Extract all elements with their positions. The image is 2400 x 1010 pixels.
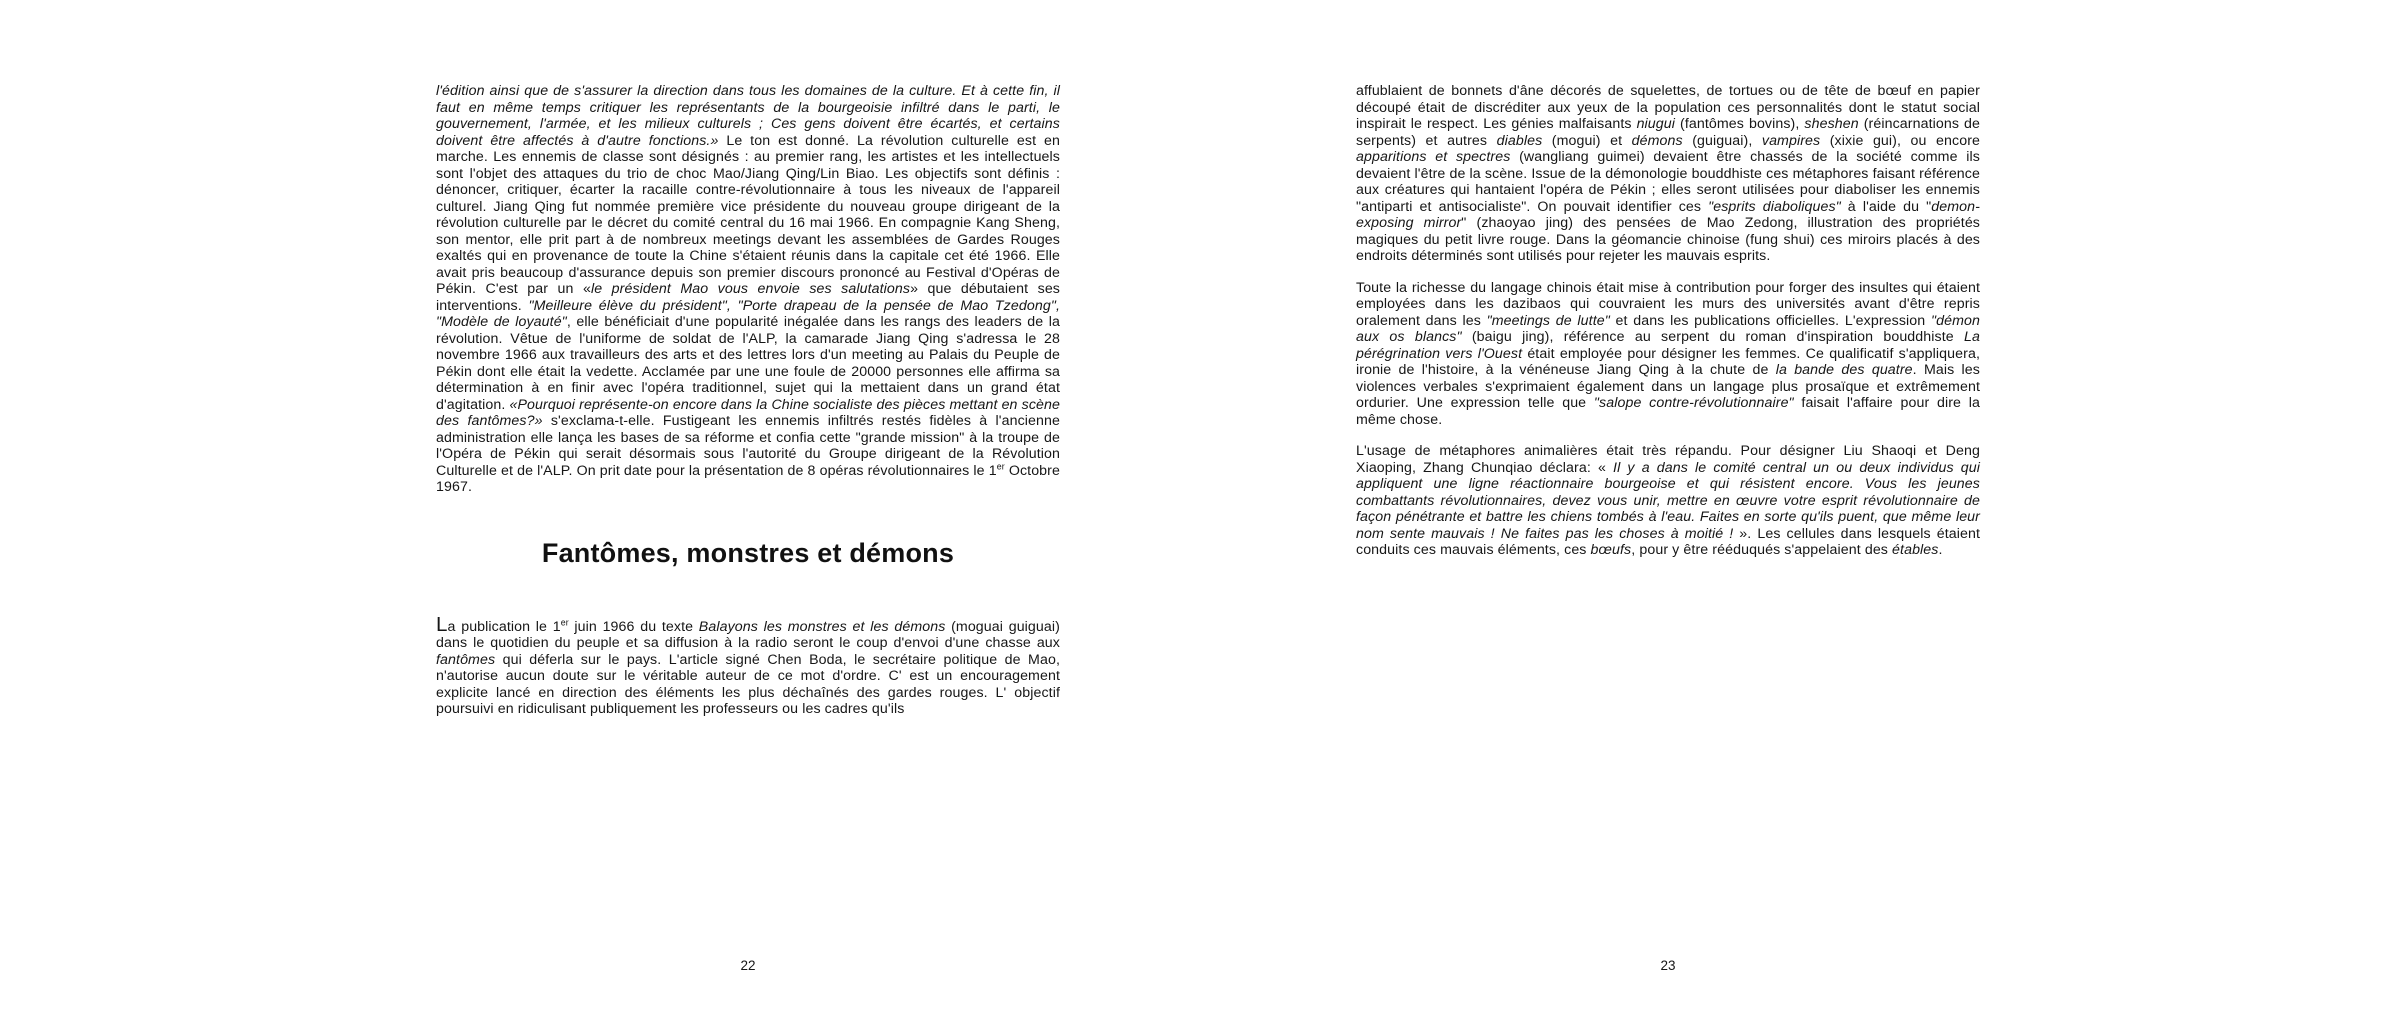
text-segment: l'édition ainsi que de s'assurer la direction dans tous les domaines de la culture. Et à cette fin, il faut en même temps critiquer les représentants de la bourgeoisie infiltré dans le parti, le gouvernement, l'armée, et les milieux culturels ; Ces gens doivent être écartés, et certains doivent être affectés à d'autre fonctions.» bbox=[436, 83, 1060, 149]
text-segment: (xixie gui), ou encore bbox=[1820, 132, 1981, 149]
page-number: 23 bbox=[1660, 958, 1676, 973]
text-segment: "esprits diaboliques" bbox=[1708, 198, 1841, 215]
text-segment: L'usage de métaphores animalières était très répandu. Pour désigner Liu Shaoqi et Deng Xiaoping, Zhang Chunqiao déclara: « bbox=[1356, 443, 1980, 476]
text-segment: (wangliang guimei) devaient être chassés de la société comme ils devaient l'être de la scène. Issue de la démonologie bouddhiste ces métaphores faisant référence aux créatures qui hantaient l'opéra de Pékin ; elles seront utilisées pour diaboliser les ennemis "antiparti et antisocialiste". On pouvait identifier ces bbox=[1356, 149, 1980, 215]
text-segment: er bbox=[560, 616, 569, 627]
text-segment: diables bbox=[1496, 132, 1543, 149]
text-segment: et dans les publications officielles. L'expression bbox=[1609, 312, 1931, 329]
text-segment: démons bbox=[1631, 132, 1683, 149]
paragraph bbox=[1356, 280, 1980, 429]
text-segment: à l'aide du " bbox=[1840, 198, 1932, 215]
text-segment: ». Les cellules dans lesquels étaient conduits ces mauvais éléments, ces bbox=[1356, 525, 1981, 558]
text-segment: (mogui) et bbox=[1542, 132, 1632, 149]
text-segment: "Meilleure élève du président", "Porte drapeau de la pensée de Mao Tzedong", "Modèle de loyauté" bbox=[436, 297, 1060, 330]
text-segment: demon-exposing mirror bbox=[1356, 198, 1980, 231]
text-segment: Le ton est donné. La révolution culturelle est en marche. Les ennemis de classe sont désignés : au premier rang, les artistes et les intellectuels sont l'objet des attaques du trio de choc Mao/Jiang Qing/Lin Biao. Les objectifs sont définis : dénoncer, critiquer, écarter la racaille contre-révolutionnaire à tous les niveaux de l'appareil culturel. Jiang Qing fut nommée première vice présidente du nouveau groupe dirigeant de la révolution culturelle par le décret du comité central du 16 mai 1966. En compagnie Kang Sheng, son mentor, elle prit part à de nombreux meetings devant les assemblées de Gardes Rouges exaltés qui en provenance de toute la Chine s'étaient réunis dans la capitale cet été 1966. Elle avait pris beaucoup d'assurance depuis son premier discours prononcé au Festival d'Opéras de Pékin. C'est par un « bbox=[436, 132, 1060, 297]
page-content bbox=[436, 83, 1060, 733]
text-segment: fantômes bbox=[436, 651, 496, 668]
text-segment: Toute la richesse du langage chinois était mise à contribution pour forger des insultes qui étaient employées dans les dazibaos qui couvraient les murs des universités avant d'être repris oralement dans les bbox=[1356, 279, 1980, 329]
text-segment: " (zhaoyao jing) des pensées de Mao Zedong, illustration des propriétés magiques du petit livre rouge. Dans la géomancie chinoise (fung shui) ces miroirs placés à des endroits déterminés sont utilisés pour rejeter les mauvais esprits. bbox=[1356, 215, 1980, 264]
text-segment: L bbox=[436, 612, 448, 636]
text-segment: , pour y être rééduqués s'appelaient des bbox=[1631, 542, 1893, 558]
text-segment: La pérégrination vers l'Ouest bbox=[1356, 329, 1980, 362]
text-segment: Octobre 1967. bbox=[436, 462, 1060, 495]
text-segment: affublaient de bonnets d'âne décorés de squelettes, de tortues ou de tête de bœuf en papier découpé était de discréditer aux yeux de la population ces personnalités dont le statut social inspirait le respect. Les génies malfaisants bbox=[1356, 83, 1980, 132]
paragraph bbox=[1356, 443, 1980, 559]
paragraph bbox=[436, 83, 1060, 496]
text-segment: s'exclama-t-elle. Fustigeant les ennemis infiltrés restés fidèles à l'ancienne administration elle lança les bases de sa réforme et confia cette "grande mission" à la troupe de l'Opéra de Pékin qui serait désormais sous l'autorité du Groupe dirigeant de la Révolution Culturelle et de l'ALP. On prit date pour la présentation de 8 opéras révolutionnaires le 1 bbox=[436, 413, 1061, 479]
text-segment: "démon aux os blancs" bbox=[1356, 312, 1980, 345]
text-segment: . bbox=[1938, 542, 1943, 558]
text-segment: "salope contre-révolutionnaire" bbox=[1593, 395, 1794, 411]
text-segment: sheshen bbox=[1804, 116, 1859, 132]
text-segment: "meetings de lutte" bbox=[1486, 312, 1610, 329]
text-segment: er bbox=[996, 460, 1005, 471]
text-segment: étables bbox=[1892, 542, 1939, 558]
text-segment: apparitions et spectres bbox=[1356, 149, 1511, 165]
text-segment: qui déferla sur le pays. L'article signé Chen Boda, le secrétaire politique de Mao, n'autorise aucun doute sur le véritable auteur de ce mot d'ordre. C' est un encouragement explicite lancé en direction des éléments les plus déchaînés des gardes rouges. L' objectif poursuivi en ridiculisant publiquement les professeurs ou les cadres qu'ils bbox=[436, 651, 1060, 717]
text-segment: , elle bénéficiait d'une popularité inégalée dans les rangs des leaders de la révolution. Vêtue de l'uniforme de soldat de l'ALP, la camarade Jiang Qing s'adressa le 28 novembre 1966 aux travailleurs des arts et des lettres lors d'un meeting au Palais du Peuple de Pékin dont elle était la vedette. Acclamée par une une foule de 20000 personnes elle affirma sa détermination à en finir avec l'opéra traditionnel, sujet qui la mettaient dans un grand état d'agitation. bbox=[436, 314, 1061, 413]
section-heading: Fantômes, monstres et démons bbox=[541, 537, 955, 568]
text-segment: niugui bbox=[1636, 116, 1676, 132]
text-segment: le président Mao vous envoie ses salutations bbox=[590, 281, 911, 297]
text-segment: a publication le 1 bbox=[447, 618, 561, 635]
paragraph bbox=[436, 612, 1060, 718]
text-segment: (guiguai), bbox=[1682, 132, 1762, 149]
text-segment: vampires bbox=[1761, 132, 1821, 149]
text-segment: . Mais les violences verbales s'exprimaient également dans un langage plus prosaïque et extrêmement ordurier. Une expression telle que bbox=[1356, 362, 1980, 411]
text-segment: » que débutaient ses interventions. bbox=[436, 281, 1061, 314]
text-segment: (réincarnations de serpents) et autres bbox=[1356, 116, 1981, 149]
text-segment: (baigu jing), référence au serpent du roman d'inspiration bouddhiste bbox=[1461, 329, 1965, 345]
text-segment: (moguai guiguai) dans le quotidien du peuple et sa diffusion à la radio seront le coup d'envoi d'une chasse aux bbox=[436, 618, 1060, 651]
text-segment: était employée pour désigner les femmes. Ce qualificatif s'appliquera, ironie de l'histoire, à la vénéneuse Jiang Qing à la chute de bbox=[1356, 345, 1980, 378]
text-segment: Il y a dans le comité central un ou deux individus qui appliquent une ligne réactionnaire bourgeoise et qui résistent encore. Vous les jeunes combattants révolutionnaires, devez vous unir, mettre en œuvre votre esprit révolutionnaire de façon pénétrante et battre les chiens tombés à l'eau. Faites en sorte qu'ils puent, que même leur nom sente mauvais ! Ne faites pas les choses à moitié ! bbox=[1356, 459, 1980, 542]
page-right bbox=[1200, 0, 2400, 1010]
text-segment: faisait l'affaire pour dire la même chose. bbox=[1356, 395, 1980, 428]
text-segment: Balayons les monstres et les démons bbox=[698, 618, 946, 635]
page-content bbox=[1356, 83, 1980, 574]
text-segment: bœufs bbox=[1590, 542, 1632, 558]
paragraph bbox=[1356, 83, 1980, 265]
text-segment: (fantômes bovins), bbox=[1675, 116, 1805, 132]
text-segment: «Pourquoi représente-on encore dans la Chine socialiste des pièces mettant en scène des fantômes?» bbox=[436, 396, 1060, 429]
text-segment: la bande des quatre bbox=[1775, 362, 1913, 378]
text-segment: juin 1966 du texte bbox=[568, 618, 699, 635]
page-number: 22 bbox=[740, 958, 756, 973]
